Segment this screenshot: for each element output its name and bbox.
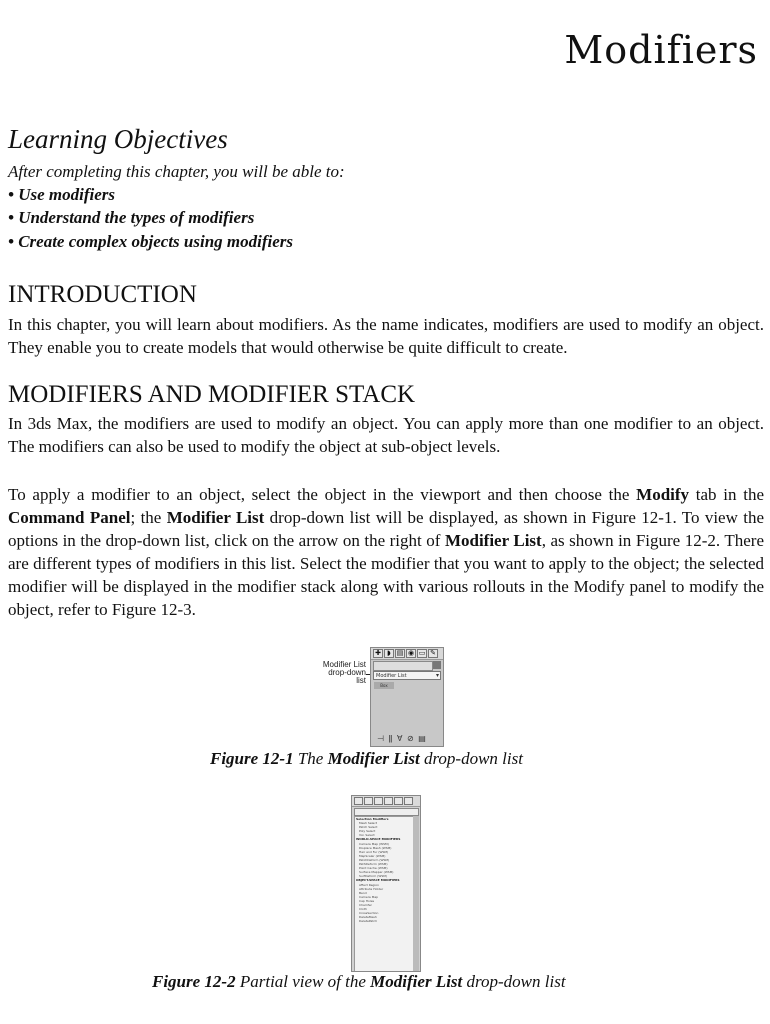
modifiers-paragraph-2: [8, 483, 764, 621]
modifier-list-dropdown[interactable]: [373, 671, 441, 680]
introduction-paragraph: In this chapter, you will learn about modifiers. As the name indicates, modifiers are used to modify an object. They enable you to create models that would otherwise be quite difficult to create.: [8, 315, 764, 357]
introduction-heading: INTRODUCTION: [8, 281, 197, 308]
object-name-field[interactable]: [354, 808, 419, 816]
bold-term: Modify: [636, 485, 690, 504]
caption-text: drop-down list: [462, 972, 566, 991]
list-item[interactable]: Mesh Select: [359, 821, 378, 826]
hierarchy-tab-icon[interactable]: [374, 797, 383, 805]
para-text: To apply a modifier to an object, select the object in the viewport and then choose the: [8, 485, 637, 504]
list-item[interactable]: Hair and Fur (WSM): [359, 849, 389, 854]
list-item[interactable]: MapScaler (WSM): [359, 853, 386, 858]
list-item[interactable]: Cloth: [359, 907, 367, 912]
modifiers-paragraph-1: In 3ds Max, the modifiers are used to modify an object. You can apply more than one modifier to an object. The modifiers can also be used to modify the object at sub-object levels.: [8, 414, 764, 456]
modify-tab-icon[interactable]: ◗: [384, 649, 394, 658]
list-category-header: WORLD-SPACE MODIFIERS: [356, 837, 401, 842]
display-tab-icon[interactable]: [394, 797, 403, 805]
modifier-dropdown-list[interactable]: [354, 816, 414, 972]
callout-line: drop-down: [328, 668, 366, 677]
list-item[interactable]: Patch Select: [359, 825, 378, 830]
list-item[interactable]: Camera Map (WSM): [359, 841, 389, 846]
para-text: tab in the: [689, 485, 765, 504]
modify-tab-icon[interactable]: [364, 797, 373, 805]
bold-term: Command Panel: [8, 508, 131, 527]
list-item[interactable]: DeleteMesh: [359, 915, 377, 920]
para-text: ; the: [130, 508, 167, 527]
caption-text: drop-down list: [419, 749, 523, 768]
stack-toolbar-icons: ⊣ ǁ ∀ ⊘ ▤: [377, 734, 427, 743]
list-item[interactable]: Displace Mesh (WSM): [359, 845, 392, 850]
list-item[interactable]: PatchDeform (WSM): [359, 857, 390, 862]
list-item[interactable]: Attribute Holder: [359, 886, 384, 891]
caption-text: Partial view of the: [235, 972, 371, 991]
list-item[interactable]: Cap Holes: [359, 898, 375, 903]
utilities-tab-icon[interactable]: ✎: [428, 649, 438, 658]
list-scrollbar[interactable]: [413, 816, 419, 971]
learning-objectives-intro: After completing this chapter, you will be able to:: [8, 162, 345, 181]
motion-tab-icon[interactable]: [384, 797, 393, 805]
list-item[interactable]: Vol. Select: [359, 833, 375, 838]
modifiers-stack-heading: MODIFIERS AND MODIFIER STACK: [8, 381, 416, 408]
figure-number: Figure 12-1: [210, 749, 294, 768]
list-category-header: OBJECT-SPACE MODIFIERS: [356, 878, 400, 883]
command-panel-toolbar: [352, 796, 420, 807]
display-tab-icon[interactable]: ▭: [418, 649, 426, 657]
objective-item: • Create complex objects using modifiers: [8, 232, 294, 251]
modifier-stack-item[interactable]: Box: [374, 682, 394, 689]
para-text: , as shown in Figure 12-2. There are different types of modifiers in this list. Select the modifier that you want to apply to the object; the selected modifier will be displayed in the modifier stack along with various rollouts in the Modify panel to modify the object, refer to Figure 12-3.: [8, 531, 764, 619]
objective-item: • Understand the types of modifiers: [8, 208, 255, 227]
bold-term: Modifier List: [166, 508, 265, 527]
caption-bold: Modifier List: [370, 972, 463, 991]
learning-objectives-heading: Learning Objectives: [8, 124, 228, 154]
figure1-command-panel: [370, 647, 444, 747]
command-panel-toolbar: [371, 648, 443, 660]
chapter-title: Modifiers: [564, 28, 758, 72]
caption-bold: Modifier List: [327, 749, 420, 768]
object-color-swatch[interactable]: [433, 661, 441, 669]
create-tab-icon[interactable]: ✚: [373, 649, 383, 658]
objective-item: • Use modifiers: [8, 185, 115, 204]
figure2-caption: [152, 972, 566, 992]
list-item[interactable]: Surface Mapper (WSM): [359, 870, 394, 875]
figure1-callout: [318, 661, 366, 685]
hierarchy-tab-icon[interactable]: ▤: [396, 649, 404, 657]
list-item[interactable]: SurfDeform (WSM): [359, 874, 387, 879]
list-item[interactable]: Bend: [359, 890, 367, 895]
list-item[interactable]: Poly Select: [359, 829, 376, 834]
callout-line: list: [356, 676, 366, 685]
motion-tab-icon[interactable]: ◉: [407, 649, 415, 657]
chevron-down-icon[interactable]: ▾: [435, 672, 439, 679]
object-name-field[interactable]: [373, 661, 433, 671]
list-item[interactable]: Affect Region: [359, 882, 380, 887]
caption-text: The: [293, 749, 328, 768]
list-item[interactable]: Camera Map: [359, 894, 379, 899]
dropdown-label: Modifier List: [376, 673, 407, 679]
figure-number: Figure 12-2: [152, 972, 236, 991]
callout-line: Modifier List: [322, 660, 366, 669]
figure2-modifier-list: [351, 795, 421, 972]
utilities-tab-icon[interactable]: [404, 797, 413, 805]
figure1-caption: [210, 749, 523, 769]
bold-term: Modifier List: [444, 531, 542, 550]
list-item[interactable]: Chamfer: [359, 902, 372, 907]
list-item[interactable]: DeletePatch: [359, 919, 378, 924]
list-category-header: Selection Modifiers: [356, 817, 389, 821]
create-tab-icon[interactable]: [354, 797, 363, 805]
list-item[interactable]: CrossSection: [359, 911, 379, 916]
para-text: drop-down list will be displayed, as shown in Figure 12-1. To view the options in the drop-down list, click on the arrow on the right of: [8, 508, 765, 550]
list-item[interactable]: PathDeform (WSM): [359, 862, 388, 867]
list-item[interactable]: Point Cache (WSM): [359, 866, 388, 871]
